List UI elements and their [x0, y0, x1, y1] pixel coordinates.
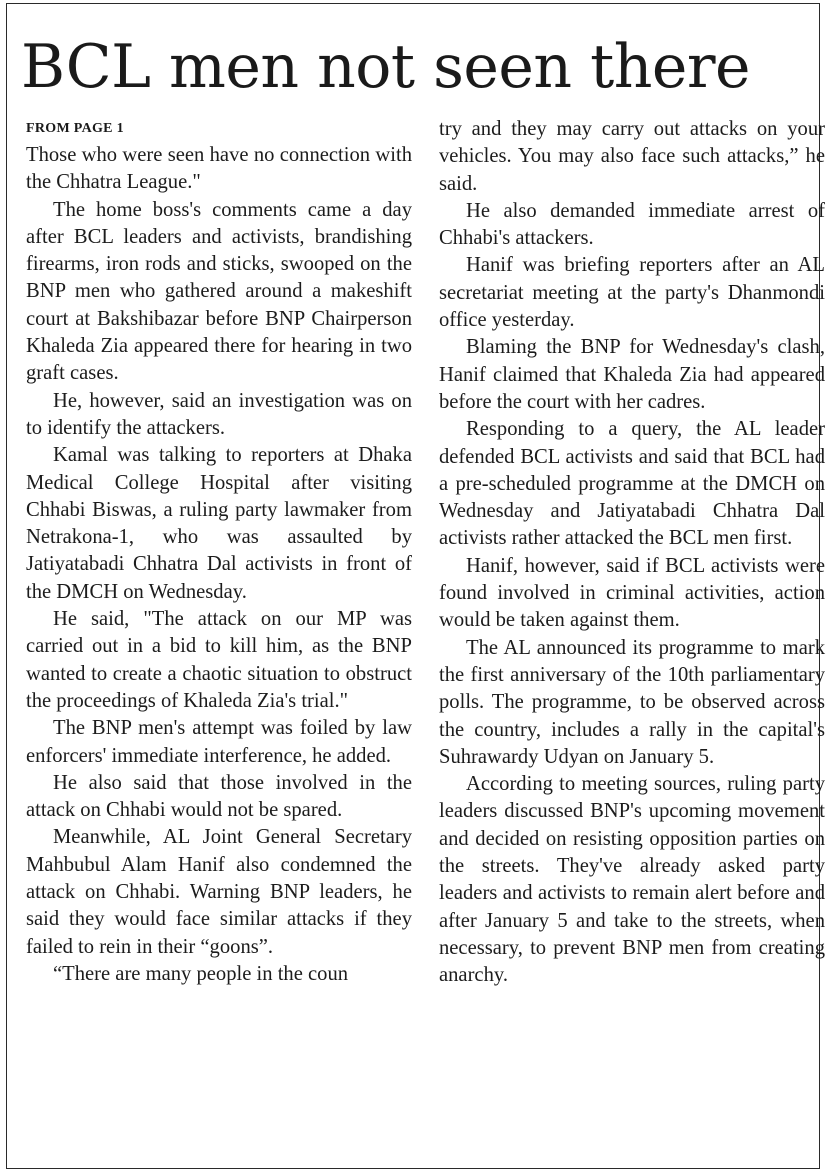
paragraph: According to meeting sources, ruling party leaders discussed BNP's upcoming movement and decided on resisting opposition parties on the streets. They've already asked party leaders and activists to remain alert before and after January 5 and take to the streets, when necessary, to prevent BNP men from creating anarchy.	[439, 773, 825, 987]
paragraph: Kamal was talking to reporters at Dhaka Medical College Hospital after visiting Chhabi Biswas, a ruling party lawmaker from Netrakona-1, who was assaulted by Jatiyatabadi Chhatra Dal activists in front of the DMCH on Wednesday.	[26, 444, 412, 603]
column-left	[26, 116, 412, 988]
paragraph: The BNP men's attempt was foiled by law enforcers' immediate interference, he added.	[26, 717, 412, 767]
paragraph: The home boss's comments came a day after BCL leaders and activists, brandishing firearms, iron rods and sticks, swooped on the BNP men who gathered around a makeshift court at Bakshibazar before BNP Chairperson Khaleda Zia appeared there for hearing in two graft cases.	[26, 198, 412, 385]
news-clipping	[6, 3, 825, 1169]
paragraph: Those who were seen have no connection with the Chhatra League."	[26, 144, 412, 194]
headline: BCL men not seen there	[21, 32, 751, 102]
paragraph: He also said that those involved in the attack on Chhabi would not be spared.	[26, 771, 412, 822]
paragraph: Responding to a query, the AL leader defended BCL activists and said that BCL had a pre-scheduled programme at the DMCH on Wednesday and Jatiyatabadi Chhatra Dal activists rather attacked the BCL men first.	[439, 418, 825, 550]
paragraph: He said, "The attack on our MP was carried out in a bid to kill him, as the BNP wanted to create a chaotic situation to obstruct the proceedings of Khaleda Zia's trial."	[26, 608, 412, 712]
paragraph: Blaming the BNP for Wednesday's clash, Hanif claimed that Khaleda Zia had appeared before the court with her cadres.	[439, 336, 825, 413]
column-right	[439, 116, 825, 990]
paragraph: Hanif was briefing reporters after an AL secretariat meeting at the party's Dhanmondi office yesterday.	[439, 254, 825, 332]
paragraph: He, however, said an investigation was on to identify the attackers.	[26, 389, 412, 439]
paragraph: Hanif, however, said if BCL activists were found involved in criminal activities, action would be taken against them.	[439, 554, 825, 632]
paragraph: He also demanded immediate arrest of Chhabi's attackers.	[439, 199, 825, 250]
kicker: FROM PAGE 1	[26, 121, 124, 136]
paragraph: “There are many people in the coun	[53, 962, 349, 985]
paragraph: The AL announced its programme to mark the first anniversary of the 10th parliamentary polls. The programme, to be observed across the country, includes a rally in the capital's Suhrawardy Udyan on January 5.	[439, 636, 825, 768]
paragraph: try and they may carry out attacks on your vehicles. You may also face such attacks,” he said.	[439, 118, 825, 195]
paragraph: Meanwhile, AL Joint General Secretary Mahbubul Alam Hanif also condemned the attack on Chhabi. Warning BNP leaders, he said they would face similar attacks if they failed to rein in their “goons”.	[26, 826, 412, 958]
